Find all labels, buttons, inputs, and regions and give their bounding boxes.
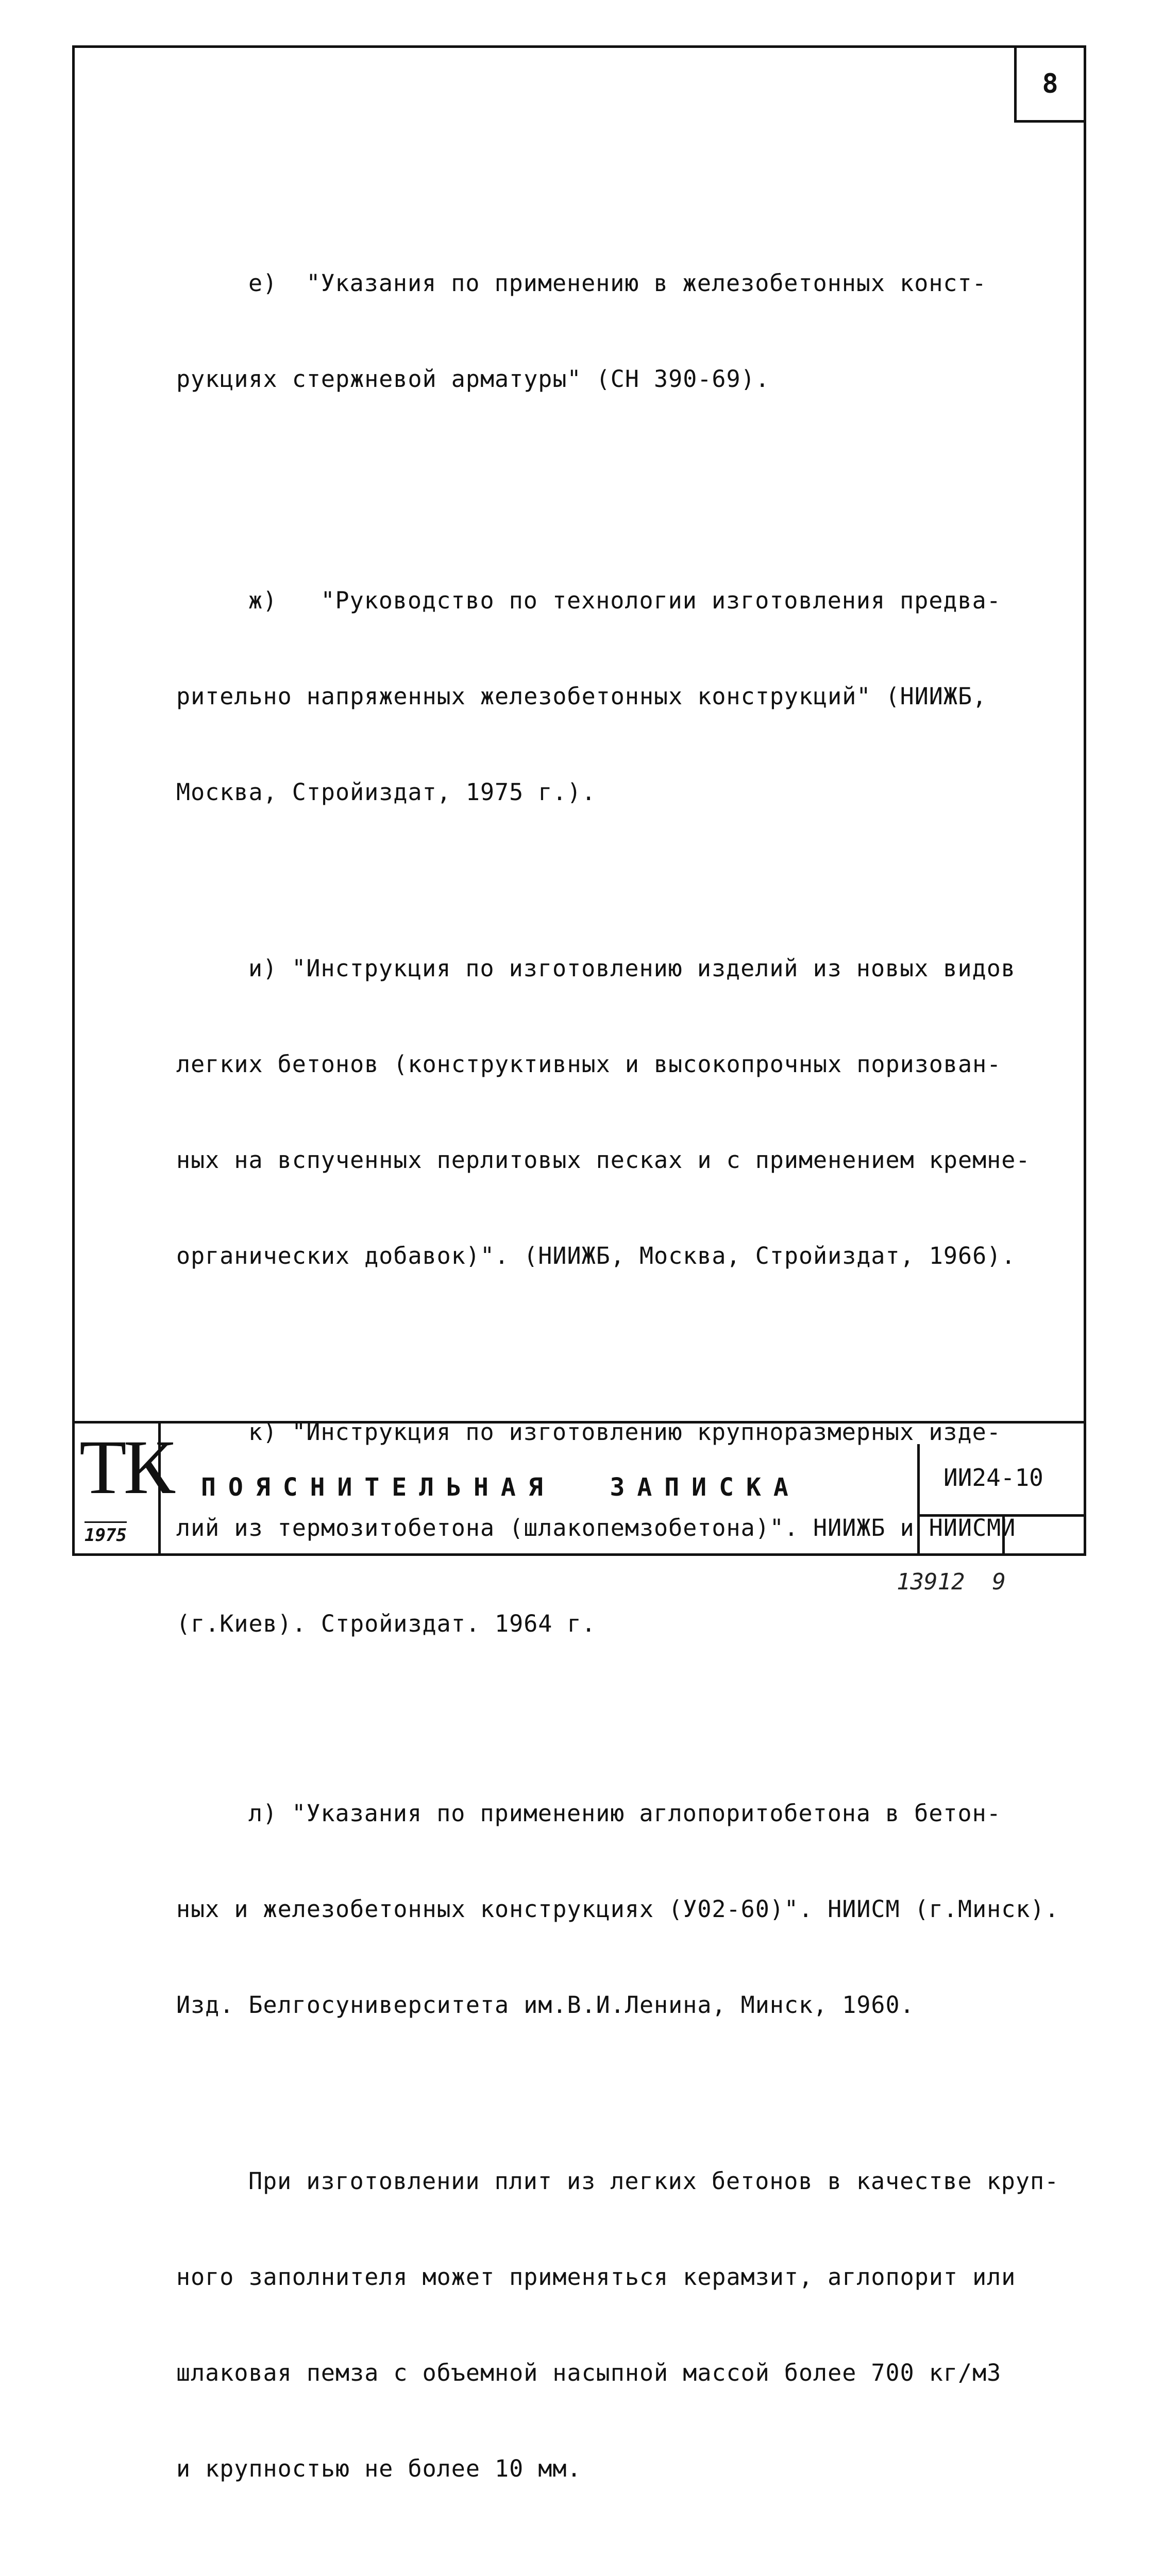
text-line: л) "Указания по применению аглопоритобетона в бетон- xyxy=(248,1800,1001,1827)
handwritten-sheet-number: 13912 9 xyxy=(897,1569,1006,1595)
divider xyxy=(1002,1514,1005,1556)
text-line: к) "Инструкция по изготовлению крупноразмерных изде- xyxy=(248,1418,1001,1446)
page-number: 8 xyxy=(1014,45,1086,123)
text-line: При изготовлении плит из легких бетонов в качестве круп- xyxy=(248,2167,1059,2195)
text-line: и крупностью не более 10 мм. xyxy=(176,2455,582,2482)
text-line: рукциях стержневой арматуры" (СН 390-69). xyxy=(176,365,770,393)
text-line: ных на вспученных перлитовых песках и с применением кремне- xyxy=(176,1146,1031,1174)
document-title: ПОЯСНИТЕЛЬНАЯ ЗАПИСКА xyxy=(201,1473,801,1502)
paragraph-fine-aggregate xyxy=(176,2565,1063,2576)
code-cell xyxy=(917,1444,1086,1556)
logo-year: 1975 xyxy=(85,1521,127,1546)
text-line: органических добавок)". (НИИЖБ, Москва, Стройиздат, 1966). xyxy=(176,1242,1016,1269)
paragraph-i xyxy=(176,889,1063,1336)
text-line: легких бетонов (конструктивных и высокопрочных поризован- xyxy=(176,1050,1002,1078)
title-block xyxy=(72,1421,1086,1556)
paragraph-zh xyxy=(176,521,1063,872)
text-line: и) "Инструкция по изготовлению изделий из новых видов xyxy=(248,955,1016,982)
text-line: е) "Указания по применению в железобетонных конст- xyxy=(248,269,987,297)
text-line: рительно напряженных железобетонных конструкций" (НИИЖБ, xyxy=(176,683,987,710)
text-line: лий из термозитобетона (шлакопемзобетона)". НИИЖБ и НИИСМИ xyxy=(176,1514,1016,1541)
text-line: Изд. Белгосуниверситета им.В.И.Ленина, Минск, 1960. xyxy=(176,1991,915,2019)
tk-logo: ТК xyxy=(79,1425,172,1510)
text-line: ж) "Руководство по технологии изготовления предва- xyxy=(248,587,1001,614)
text-line: Москва, Стройиздат, 1975 г.). xyxy=(176,778,596,806)
text-line: шлаковая пемза с объемной насыпной массой более 700 кг/м3 xyxy=(176,2359,1002,2386)
logo-cell xyxy=(72,1423,172,1556)
text-line: ного заполнителя может применяться керамзит, аглопорит или xyxy=(176,2263,1016,2291)
paragraph-coarse-aggregate xyxy=(176,2102,1063,2549)
document-body xyxy=(176,204,1063,2576)
document-code: ИИ24-10 xyxy=(943,1464,1043,1492)
text-line: ных и железобетонных конструкциях (У02-60)". НИИСМ (г.Минск). xyxy=(176,1895,1059,1923)
text-line: (г.Киев). Стройиздат. 1964 г. xyxy=(176,1610,596,1637)
paragraph-e xyxy=(176,204,1063,459)
paragraph-l xyxy=(176,1734,1063,2085)
